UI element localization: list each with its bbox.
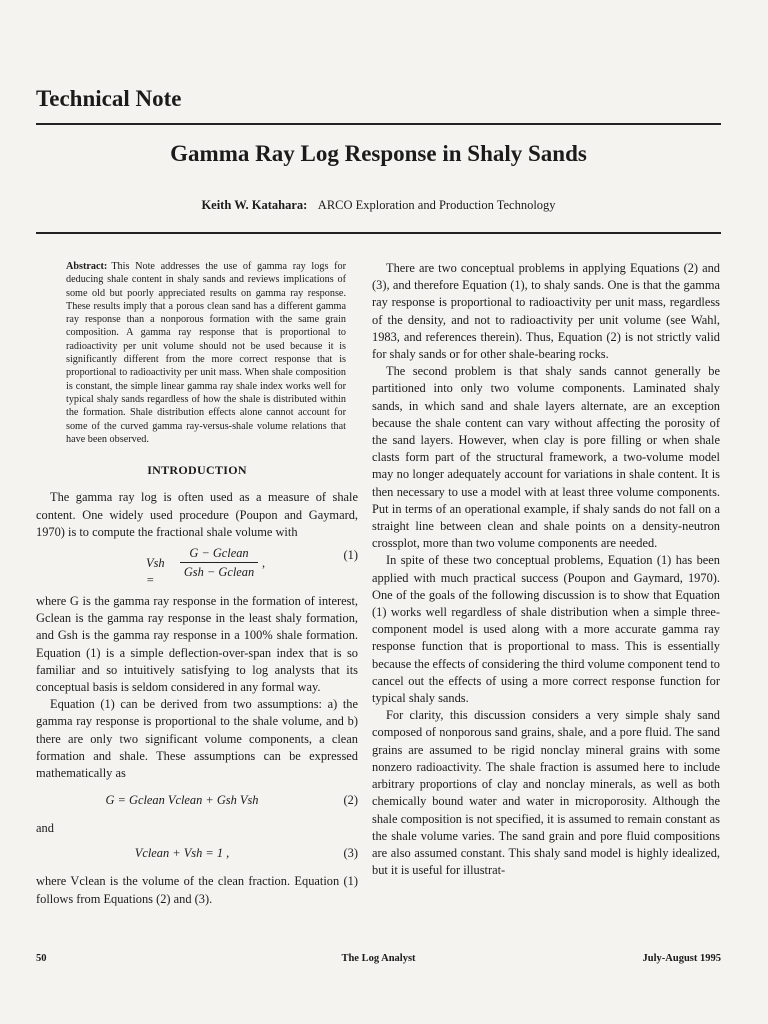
fraction-bar [180,562,258,563]
issue-date: July-August 1995 [642,953,721,964]
header-rule [36,123,721,125]
abstract-text: This Note addresses the use of gamma ray logs for deducing shale content in shaly sands and reviews implications of some old but poorly appreciated results on gamma ray response. These results imply that a porous clean sand has a different gamma ray response than a nonporous formation with the same grain composition. A gamma ray response that is proportional to radioactivity per unit volume should not be used because it is significantly different from the more correct response that is proportional to radioactivity per unit mass. When shale composition is constant, the simple linear gamma ray shale index works well for typical shaly sands regardless of how the shale is distributed within the formation. Shale distribution effects alone cannot account for some of the curved gamma ray-versus-shale volume relations that have been observed. [66,261,346,445]
abstract-label: Abstract: [66,261,108,272]
journal-name: The Log Analyst [341,953,416,964]
right-paragraph-1: There are two conceptual problems in applying Equations (2) and (3), and therefore Equation (1), to shaly sands. One is that the gamma ray response is proportional to radioactivity per unit mass, regardless of the density, and not to radioactivity per unit volume (see Wahl, 1983, and references therein). Thus, Equation (2) is not strictly valid for shaly sands or for other shale-bearing rocks. [372,261,720,362]
right-column [372,260,720,879]
equation-1-number: (1) [343,547,358,562]
and-text: and [36,821,54,836]
page-number: 50 [36,953,47,964]
section-label: Technical Note [36,86,182,111]
equation-1-numerator: G − Gclean [189,545,249,560]
equation-1-lhs: Vsh = [146,555,165,588]
byline-rule [36,232,721,234]
right-paragraph-4: For clarity, this discussion considers a very simple shaly sand composed of nonporous sand grains, shale, and a pore fluid. The sand grains are assumed to be rigid nonclay mineral grains with some nonzero radioactivity. The shale fraction is assumed here to include arbitrary proportions of clay and nonclay minerals, as well as both chemically bound water and water in microporosity. Although the shale composition is not specified, it is assumed to remain constant as the shale volume varies. The sand grain and pore fluid compositions are also assumed constant. This shaly sand model is highly idealized, but it is useful for illustrat- [372,708,720,878]
equation-2-body: G = Gclean Vclean + Gsh Vsh [105,793,259,808]
equation-1-comma: , [262,555,266,570]
intro-paragraph-1: The gamma ray log is often used as a measure of shale content. One widely used procedure (Poupon and Gaymard, 1970) is to compute the fractional shale volume with [36,490,358,539]
abstract [66,260,346,446]
equation-3 [36,845,358,867]
equation-1-denominator: Gsh − Gclean [183,564,255,579]
equation-1 [36,547,358,587]
affiliation: ARCO Exploration and Production Technology [317,198,556,212]
equation-3-number: (3) [343,846,358,861]
equation-2-number: (2) [343,793,358,808]
right-paragraph-3: In spite of these two conceptual problems, Equation (1) has been applied with much practical success (Poupon and Gaymard, 1970). One of the goals of the following discussion is to show that Equation (1) works well regardless of shale distribution when a simple three-component model is used along with a more accurate gamma ray response function that is proportional to mass. This is essentially because the effects of considering the third volume component tend to cancel out the effects of using a more correct response function for typical shaly sands. [372,553,720,706]
intro-paragraph-3: Equation (1) can be derived from two assumptions: a) the gamma ray response is proportional to the shale volume, and b) there are only two significant volume components, a clean formation and shale. These assumptions can be expressed mathematically as [36,697,358,780]
author-name: Keith W. Katahara: [201,198,308,212]
byline [36,198,721,213]
equation-2 [36,792,358,814]
introduction-heading: INTRODUCTION [147,463,247,478]
left-column [36,260,358,908]
article-title: Gamma Ray Log Response in Shaly Sands [170,141,587,166]
intro-paragraph-4: where Vclean is the volume of the clean fraction. Equation (1) follows from Equations (2) and (3). [36,874,358,906]
intro-paragraph-2: where G is the gamma ray response in the formation of interest, Gclean is the gamma ray response in the least shaly formation, and Gsh is the gamma ray response in a 100% shale formation. Equation (1) is a simple deflection-over-span index that is so familiar and so intuitively satisfying to log analysts that its conceptual basis is seldom considered in any formal way. [36,593,358,694]
equation-3-body: Vclean + Vsh = 1 , [134,846,230,861]
right-paragraph-2: The second problem is that shaly sands cannot generally be partitioned into only two volume components. Laminated shaly sands, in which sand and shale layers alternate, are an exception because the shale content can vary without affecting the porosity of the sand layers. However, when clay is pore filling or when shale clasts form part of the structural framework, a two-volume model may no longer adequately account for variations in shale content. It is then necessary to use a model with at least three volume components. Put in terms of an operational example, if shaly sands do not fall on a straight line between clean and shale points on a density-neutron crossplot, more than two volume components are needed. [372,364,720,551]
